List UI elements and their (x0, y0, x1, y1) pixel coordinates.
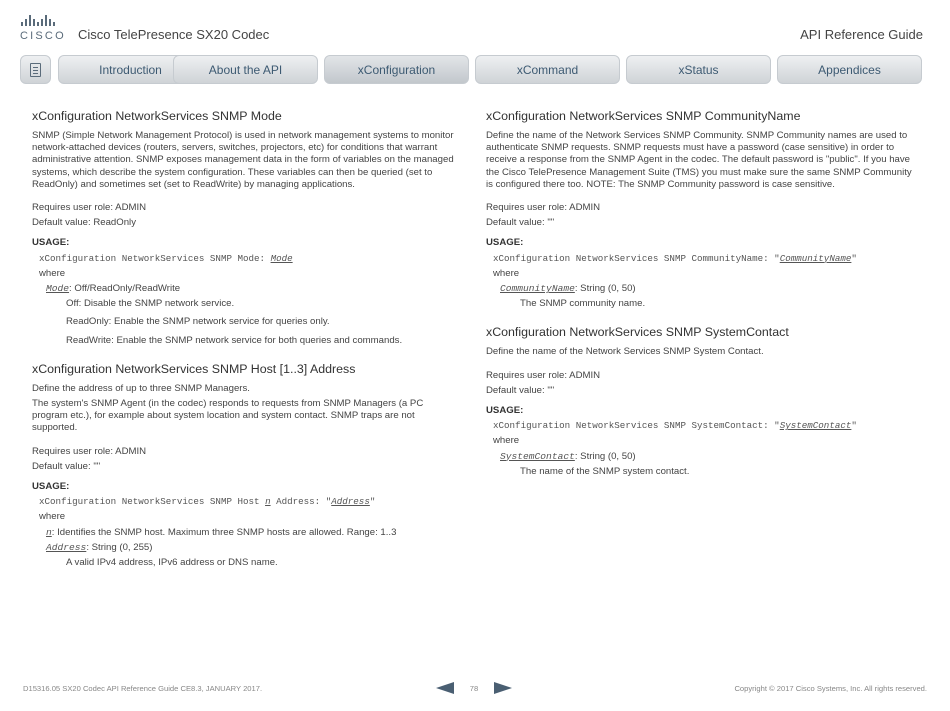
section-description: Define the name of the Network Services SNMP System Contact. (486, 346, 764, 358)
param-desc: : Identifies the SNMP host. Maximum three SNMP hosts are allowed. Range: 1..3 (51, 526, 397, 538)
code-text: xConfiguration NetworkServices SNMP CommunityName: " (493, 252, 780, 264)
param-line (500, 283, 916, 295)
param-desc: : String (0, 50) (574, 283, 636, 295)
tab-xconfiguration[interactable]: xConfiguration (324, 55, 469, 84)
section-title: xConfiguration NetworkServices SNMP Mode (32, 109, 282, 123)
code-param: n (265, 496, 271, 508)
section-snmp-systemcontact (486, 324, 916, 478)
code-text: xConfiguration NetworkServices SNMP SystemContact: " (493, 420, 780, 432)
page-number: 78 (469, 684, 479, 693)
tab-about-the-api[interactable]: About the API (173, 55, 318, 84)
usage-code (39, 253, 457, 265)
user-role: Requires user role: ADMIN (32, 445, 147, 457)
usage-heading: USAGE: (486, 405, 524, 417)
section-description: SNMP (Simple Network Management Protocol) is used in network management systems to monitor network-attached devices (routers, servers, switches, projectors, etc) for conditions that warrant administrative attention. SNMP exposes management data in the form of variables on the managed systems, which describe the system configuration. These variables can then be queried (set to ReadOnly) and sometimes set (set to ReadWrite) by managing applications. (32, 130, 454, 190)
code-text: xConfiguration NetworkServices SNMP Mode: (39, 252, 271, 264)
tab-introduction[interactable]: Introduction (58, 55, 203, 84)
user-role: Requires user role: ADMIN (32, 202, 147, 214)
param-name: SystemContact (500, 450, 575, 462)
code-text: Address: " (270, 496, 332, 508)
code-text: xConfiguration NetworkServices SNMP Host (39, 496, 266, 508)
param-name: Address (46, 541, 87, 553)
tab-xstatus[interactable]: xStatus (626, 55, 771, 84)
usage-heading: USAGE: (32, 237, 70, 249)
usage-code (39, 496, 457, 508)
where-label: where (493, 267, 520, 279)
user-role: Requires user role: ADMIN (486, 202, 601, 214)
cisco-logo-text: CISCO (20, 30, 66, 42)
value-desc: ReadOnly: Enable the SNMP network service for queries only. (66, 316, 330, 328)
param-name: CommunityName (500, 283, 575, 295)
code-param: CommunityName (779, 252, 852, 264)
cisco-logo-bars-icon (21, 14, 66, 26)
value-desc: Off: Disable the SNMP network service. (66, 298, 235, 310)
usage-heading: USAGE: (32, 481, 70, 493)
page-footer (0, 680, 950, 700)
copyright: Copyright © 2017 Cisco Systems, Inc. All rights reserved. (734, 684, 927, 693)
default-value: Default value: "" (32, 460, 101, 472)
param-desc: : String (0, 255) (86, 541, 153, 553)
where-label: where (39, 267, 66, 279)
code-text: " (851, 420, 857, 432)
value-desc: The SNMP community name. (520, 298, 646, 310)
value-desc: The name of the SNMP system contact. (520, 465, 690, 477)
where-label: where (39, 511, 66, 523)
usage-code (493, 253, 916, 265)
section-title: xConfiguration NetworkServices SNMP SystemContact (486, 325, 789, 340)
code-param: SystemContact (779, 420, 852, 432)
section-description: Define the name of the Network Services SNMP Community. SNMP Community names are used to authenticate SNMP requests. SNMP requests must have a password (case sensitive) in order to receive a response from the SNMP Agent in the codec. The default password is "public". If you have the Cisco TelePresence Management Suite (TMS) you must make sure the same SNMP Community is configured there too. NOTE: The SNMP Community password is case sensitive. (486, 130, 912, 190)
code-param: Address (331, 496, 370, 508)
user-role: Requires user role: ADMIN (486, 369, 601, 381)
section-snmp-communityname (486, 108, 916, 310)
default-value: Default value: ReadOnly (32, 217, 136, 229)
param-line (46, 542, 457, 554)
section-title: xConfiguration NetworkServices SNMP Host [1..3] Address (32, 361, 356, 376)
tab-xcommand[interactable]: xCommand (475, 55, 620, 84)
section-description: The system's SNMP Agent (in the codec) responds to requests from SNMP Managers (a PC program etc.), for example about system location and system contact. SNMP traps are not supported. (32, 398, 424, 434)
document-icon (30, 63, 41, 77)
value-desc: A valid IPv4 address, IPv6 address or DNS name. (66, 557, 278, 569)
left-column (32, 108, 457, 575)
document-id: D15316.05 SX20 Codec API Reference Guide CE8.3, JANUARY 2017. (23, 684, 263, 693)
code-text: " (851, 252, 857, 264)
pager (436, 680, 512, 696)
tab-contents-home[interactable] (20, 55, 51, 84)
default-value: Default value: "" (486, 384, 555, 396)
section-description: Define the address of up to three SNMP Managers. (32, 382, 250, 394)
section-snmp-host (32, 361, 457, 569)
usage-heading: USAGE: (486, 237, 524, 249)
next-page-arrow-icon[interactable] (494, 682, 512, 694)
guide-title: API Reference Guide (800, 27, 923, 42)
right-column (486, 108, 916, 484)
usage-code (493, 420, 916, 432)
param-line (46, 283, 457, 295)
code-param: Mode (270, 252, 293, 264)
param-name: n (46, 526, 52, 538)
code-text: " (369, 496, 376, 508)
section-snmp-mode (32, 108, 457, 347)
section-title: xConfiguration NetworkServices SNMP CommunityName (486, 109, 801, 123)
param-name: Mode (46, 283, 70, 295)
product-title: Cisco TelePresence SX20 Codec (78, 27, 270, 42)
cisco-logo (20, 14, 66, 42)
where-label: where (493, 435, 520, 447)
tab-appendices[interactable]: Appendices (777, 55, 922, 84)
param-line (46, 527, 457, 539)
page-header (0, 0, 950, 52)
param-desc: : Off/ReadOnly/ReadWrite (69, 283, 181, 295)
value-desc: ReadWrite: Enable the SNMP network service for both queries and commands. (66, 334, 403, 346)
param-desc: : String (0, 50) (574, 450, 636, 462)
main-nav (20, 55, 930, 84)
default-value: Default value: "" (486, 217, 555, 229)
param-line (500, 451, 916, 463)
